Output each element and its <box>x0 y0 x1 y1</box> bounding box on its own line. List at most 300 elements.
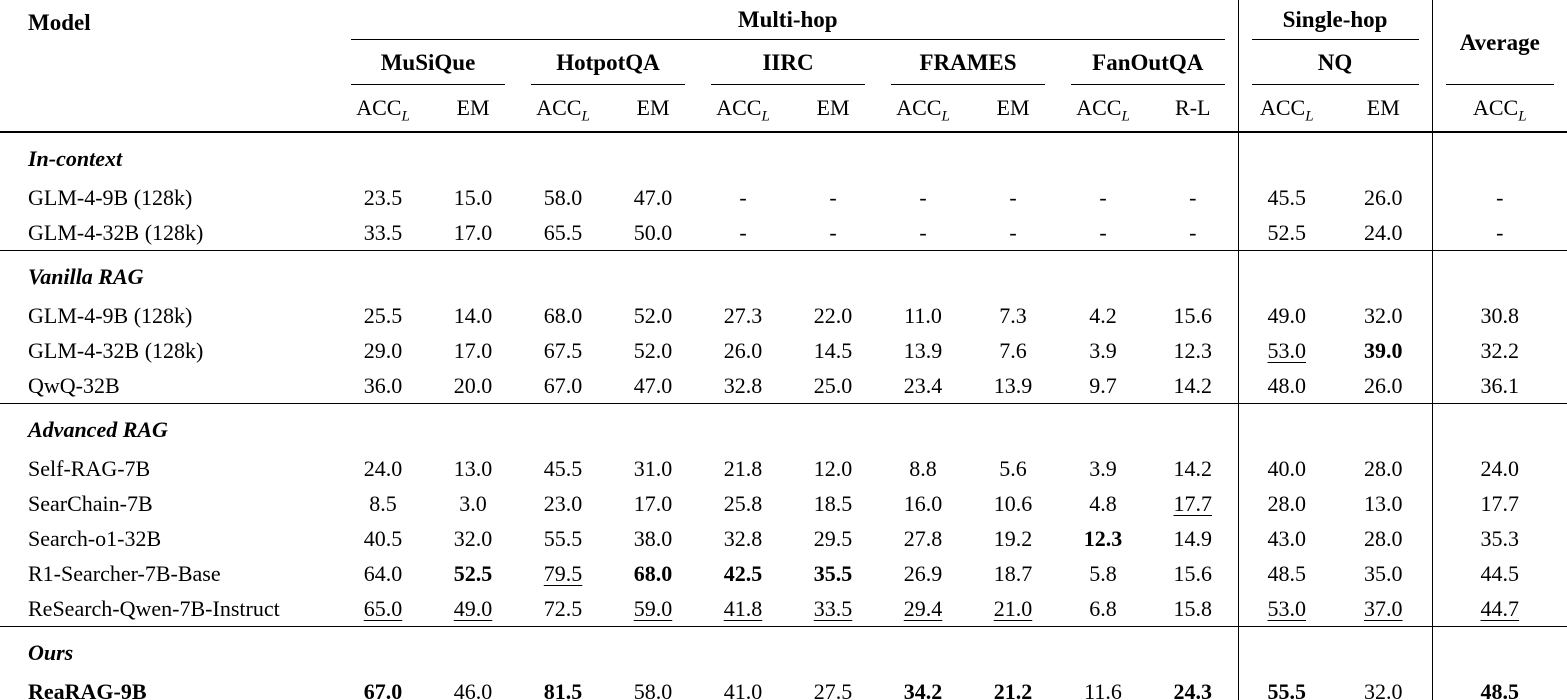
metric-header-label: ACC <box>536 95 582 120</box>
value-text: 36.0 <box>363 372 403 398</box>
dataset-header-label: IIRC <box>762 49 814 75</box>
value-text: 8.5 <box>369 490 397 516</box>
value-cell <box>1148 215 1238 251</box>
value-text: 45.5 <box>1267 184 1307 210</box>
value-cell <box>1335 180 1432 215</box>
value-text: 12.3 <box>1083 525 1123 551</box>
value-text: 18.5 <box>813 490 853 516</box>
spacer-cell <box>518 627 608 675</box>
column-header-average <box>1432 0 1567 85</box>
metric-header-label: ACC <box>1076 95 1122 120</box>
table-row <box>0 368 1567 404</box>
value-text: 45.5 <box>543 455 583 481</box>
value-text: 38.0 <box>633 525 673 551</box>
value-text: 26.0 <box>723 337 763 363</box>
value-cell <box>338 368 428 404</box>
dataset-header-musique <box>338 40 518 85</box>
value-text: 18.7 <box>993 560 1033 586</box>
spacer-cell <box>968 132 1058 180</box>
value-cell <box>338 521 428 556</box>
rule-under-dataset <box>1252 84 1419 85</box>
spacer-cell <box>428 627 518 675</box>
model-name: R1-Searcher-7B-Base <box>28 560 221 586</box>
spacer-cell <box>698 132 788 180</box>
value-cell <box>1335 556 1432 591</box>
metric-header <box>788 85 878 132</box>
group-header-single-hop <box>1238 0 1432 40</box>
value-cell <box>338 298 428 333</box>
metric-subscript: L <box>1121 108 1130 125</box>
value-text: 43.0 <box>1267 525 1307 551</box>
value-text: 27.3 <box>723 302 763 328</box>
value-cell <box>428 368 518 404</box>
table-row <box>0 486 1567 521</box>
value-cell <box>428 451 518 486</box>
table-row <box>0 556 1567 591</box>
value-text: - <box>1009 219 1017 245</box>
value-cell <box>698 451 788 486</box>
value-cell <box>1432 591 1567 627</box>
value-text: - <box>1496 184 1504 210</box>
value-text: 64.0 <box>363 560 403 586</box>
value-text: 23.5 <box>363 184 403 210</box>
value-cell <box>428 215 518 251</box>
value-cell <box>878 298 968 333</box>
value-cell <box>518 556 608 591</box>
value-text: 67.0 <box>363 678 403 700</box>
value-text: 3.9 <box>1089 455 1117 481</box>
value-cell <box>968 486 1058 521</box>
value-text: 44.5 <box>1480 560 1520 586</box>
value-cell <box>1335 521 1432 556</box>
spacer-cell <box>1058 251 1148 299</box>
value-text: 4.8 <box>1089 490 1117 516</box>
value-text: 3.9 <box>1089 337 1117 363</box>
value-cell <box>338 556 428 591</box>
value-text: 14.0 <box>453 302 493 328</box>
value-cell <box>1148 556 1238 591</box>
value-cell <box>968 591 1058 627</box>
value-text: 33.5 <box>363 219 403 245</box>
value-text: 52.0 <box>633 337 673 363</box>
metric-header <box>878 85 968 132</box>
spacer-cell <box>878 404 968 452</box>
value-cell <box>968 674 1058 700</box>
table-row <box>0 591 1567 627</box>
value-text: 15.6 <box>1173 302 1213 328</box>
value-cell <box>1058 451 1148 486</box>
value-text: - <box>1099 184 1107 210</box>
metric-subscript: L <box>1305 108 1314 125</box>
spacer-cell <box>1335 251 1432 299</box>
model-name: GLM-4-32B (128k) <box>28 219 204 245</box>
value-cell <box>1148 486 1238 521</box>
section-header-row <box>0 132 1567 180</box>
spacer-cell <box>1238 132 1335 180</box>
dataset-header-label: FanOutQA <box>1092 49 1204 75</box>
value-cell <box>338 215 428 251</box>
group-header-multi-hop <box>338 0 1238 40</box>
value-text: - <box>1189 219 1197 245</box>
value-cell <box>338 674 428 700</box>
value-text: 47.0 <box>633 184 673 210</box>
value-text: 15.0 <box>453 184 493 210</box>
table-row <box>0 180 1567 215</box>
metric-header-label: ACC <box>896 95 942 120</box>
value-text: 14.5 <box>813 337 853 363</box>
value-text: 26.0 <box>1364 372 1403 398</box>
value-cell <box>1058 215 1148 251</box>
spacer-cell <box>518 251 608 299</box>
value-text: 3.0 <box>459 490 487 516</box>
value-text: 29.4 <box>903 595 943 621</box>
value-cell <box>1335 333 1432 368</box>
section-label: In-context <box>0 132 338 180</box>
section-label: Vanilla RAG <box>0 251 338 299</box>
value-text: 58.0 <box>543 184 583 210</box>
metric-header <box>1432 85 1567 132</box>
spacer-cell <box>428 251 518 299</box>
value-text: 24.0 <box>1364 219 1403 245</box>
value-cell <box>518 486 608 521</box>
spacer-cell <box>608 627 698 675</box>
value-text: 21.8 <box>723 455 763 481</box>
value-cell <box>878 674 968 700</box>
metric-header <box>608 85 698 132</box>
value-text: 31.0 <box>633 455 673 481</box>
value-text: 49.0 <box>453 595 493 621</box>
value-cell <box>608 333 698 368</box>
value-cell <box>1058 298 1148 333</box>
value-cell <box>1238 298 1335 333</box>
value-text: 20.0 <box>453 372 493 398</box>
value-text: 12.0 <box>813 455 853 481</box>
value-text: 52.5 <box>453 560 493 586</box>
spacer-cell <box>338 627 428 675</box>
rule-under-dataset <box>531 84 685 85</box>
value-text: 72.5 <box>543 595 583 621</box>
value-cell <box>1148 333 1238 368</box>
value-cell <box>428 333 518 368</box>
value-cell <box>608 591 698 627</box>
value-text: 59.0 <box>633 595 673 621</box>
value-text: 32.8 <box>723 372 763 398</box>
spacer-cell <box>1432 251 1567 299</box>
value-text: 49.0 <box>1267 302 1307 328</box>
value-cell <box>788 556 878 591</box>
value-text: 53.0 <box>1267 337 1307 363</box>
value-text: 8.8 <box>909 455 937 481</box>
metric-header-label: R-L <box>1175 95 1211 120</box>
value-text: 11.6 <box>1084 678 1122 700</box>
value-cell <box>608 215 698 251</box>
metric-subscript: L <box>581 108 590 125</box>
value-cell <box>1432 486 1567 521</box>
value-text: 35.3 <box>1480 525 1520 551</box>
value-cell <box>968 215 1058 251</box>
value-text: 29.5 <box>813 525 853 551</box>
dataset-header-label: NQ <box>1317 49 1353 75</box>
value-text: 48.5 <box>1480 678 1520 700</box>
value-cell <box>698 556 788 591</box>
value-cell <box>698 674 788 700</box>
value-text: 53.0 <box>1267 595 1307 621</box>
value-text: 68.0 <box>633 560 673 586</box>
value-cell <box>788 215 878 251</box>
value-text: 28.0 <box>1267 490 1307 516</box>
value-text: 39.0 <box>1364 337 1403 363</box>
spacer-cell <box>338 404 428 452</box>
value-text: 46.0 <box>453 678 493 700</box>
value-text: 4.2 <box>1089 302 1117 328</box>
value-cell <box>1148 368 1238 404</box>
spacer-cell <box>698 251 788 299</box>
value-cell <box>1058 591 1148 627</box>
metric-header <box>338 85 428 132</box>
value-text: 48.0 <box>1267 372 1307 398</box>
value-cell <box>788 333 878 368</box>
value-cell <box>1238 591 1335 627</box>
value-cell <box>1238 451 1335 486</box>
value-text: 34.2 <box>903 678 943 700</box>
spacer-cell <box>788 251 878 299</box>
value-text: 41.0 <box>723 678 763 700</box>
spacer-cell <box>1238 251 1335 299</box>
value-text: 30.8 <box>1480 302 1520 328</box>
metric-header-label: EM <box>1366 95 1400 120</box>
section-label: Advanced RAG <box>0 404 338 452</box>
value-cell <box>518 368 608 404</box>
value-text: 13.0 <box>1364 490 1403 516</box>
value-text: 67.5 <box>543 337 583 363</box>
value-text: 32.0 <box>1364 302 1403 328</box>
value-text: 55.5 <box>543 525 583 551</box>
value-cell <box>698 521 788 556</box>
value-cell <box>428 591 518 627</box>
value-text: 14.9 <box>1173 525 1213 551</box>
value-text: 47.0 <box>633 372 673 398</box>
spacer-cell <box>1432 627 1567 675</box>
value-text: 32.2 <box>1480 337 1520 363</box>
metric-subscript: L <box>1518 108 1527 125</box>
table-row <box>0 521 1567 556</box>
value-cell <box>608 451 698 486</box>
section-header-row <box>0 404 1567 452</box>
value-cell <box>788 674 878 700</box>
value-text: 52.5 <box>1267 219 1307 245</box>
value-text: - <box>829 184 837 210</box>
value-text: 17.7 <box>1480 490 1520 516</box>
metric-header-label: ACC <box>716 95 762 120</box>
value-cell <box>1432 298 1567 333</box>
value-text: 22.0 <box>813 302 853 328</box>
metric-header-label: ACC <box>1259 95 1306 120</box>
value-text: 55.5 <box>1267 678 1307 700</box>
value-text: - <box>919 219 927 245</box>
value-cell <box>968 451 1058 486</box>
value-cell <box>518 451 608 486</box>
value-cell <box>428 180 518 215</box>
value-cell <box>878 368 968 404</box>
rule-under-average <box>1446 84 1555 85</box>
value-text: 67.0 <box>543 372 583 398</box>
spacer-cell <box>1058 627 1148 675</box>
value-cell <box>788 486 878 521</box>
spacer-cell <box>1148 132 1238 180</box>
spacer-cell <box>1148 627 1238 675</box>
value-cell <box>1058 674 1148 700</box>
value-cell <box>968 298 1058 333</box>
value-cell <box>788 180 878 215</box>
value-text: 17.0 <box>453 337 493 363</box>
value-cell <box>518 591 608 627</box>
column-header-model: Model <box>0 0 338 132</box>
spacer-cell <box>608 404 698 452</box>
metric-header <box>1058 85 1148 132</box>
value-cell <box>1432 451 1567 486</box>
value-text: 11.0 <box>904 302 942 328</box>
header-row-groups <box>0 0 1567 40</box>
spacer-cell <box>788 132 878 180</box>
value-text: 29.0 <box>363 337 403 363</box>
spacer-cell <box>878 132 968 180</box>
spacer-cell <box>1058 132 1148 180</box>
value-text: 32.0 <box>453 525 493 551</box>
spacer-cell <box>698 627 788 675</box>
value-text: 25.0 <box>813 372 853 398</box>
spacer-cell <box>518 132 608 180</box>
value-text: 17.0 <box>633 490 673 516</box>
value-cell <box>338 591 428 627</box>
value-text: 24.3 <box>1173 678 1213 700</box>
value-cell <box>518 674 608 700</box>
value-text: 32.8 <box>723 525 763 551</box>
column-header-average-label: Average <box>1459 29 1540 55</box>
spacer-cell <box>338 251 428 299</box>
value-cell <box>1238 556 1335 591</box>
value-cell <box>968 180 1058 215</box>
value-cell <box>608 180 698 215</box>
value-cell <box>1238 368 1335 404</box>
metric-header-label: EM <box>996 95 1030 120</box>
value-cell <box>878 180 968 215</box>
value-text: 44.7 <box>1480 595 1520 621</box>
value-text: 41.8 <box>723 595 763 621</box>
metric-header <box>698 85 788 132</box>
value-cell <box>788 451 878 486</box>
value-cell <box>1335 298 1432 333</box>
dataset-header-label: FRAMES <box>919 49 1017 75</box>
value-text: 6.8 <box>1089 595 1117 621</box>
value-cell <box>518 180 608 215</box>
value-text: 14.2 <box>1173 372 1213 398</box>
value-cell <box>878 215 968 251</box>
spacer-cell <box>608 132 698 180</box>
value-text: - <box>1009 184 1017 210</box>
value-cell <box>608 556 698 591</box>
value-text: 50.0 <box>633 219 673 245</box>
value-text: 27.5 <box>813 678 853 700</box>
value-text: 21.0 <box>993 595 1033 621</box>
spacer-cell <box>1148 251 1238 299</box>
value-cell <box>518 521 608 556</box>
value-cell <box>788 591 878 627</box>
value-cell <box>878 451 968 486</box>
dataset-header-label: HotpotQA <box>556 49 660 75</box>
value-cell <box>608 298 698 333</box>
metric-header-label: EM <box>636 95 670 120</box>
group-header-single-hop-label: Single-hop <box>1282 7 1388 32</box>
value-cell <box>1432 368 1567 404</box>
value-text: 65.5 <box>543 219 583 245</box>
value-cell <box>1058 333 1148 368</box>
metric-header <box>1238 85 1335 132</box>
value-cell <box>1238 674 1335 700</box>
value-cell <box>1335 215 1432 251</box>
value-cell <box>608 486 698 521</box>
metric-header <box>1148 85 1238 132</box>
section-header-row <box>0 627 1567 675</box>
value-text: 19.2 <box>993 525 1033 551</box>
value-cell <box>1238 180 1335 215</box>
spacer-cell <box>788 404 878 452</box>
value-cell <box>518 215 608 251</box>
value-cell <box>1238 486 1335 521</box>
model-name: QwQ-32B <box>28 372 120 398</box>
value-cell <box>428 556 518 591</box>
value-text: 58.0 <box>633 678 673 700</box>
dataset-header-frames <box>878 40 1058 85</box>
spacer-cell <box>1058 404 1148 452</box>
value-text: 16.0 <box>903 490 943 516</box>
spacer-cell <box>518 404 608 452</box>
spacer-cell <box>878 251 968 299</box>
spacer-cell <box>1148 404 1238 452</box>
value-cell <box>788 368 878 404</box>
value-cell <box>788 521 878 556</box>
section-label: Ours <box>0 627 338 675</box>
value-text: - <box>739 184 747 210</box>
value-cell <box>518 333 608 368</box>
rule-under-dataset <box>891 84 1045 85</box>
model-name: GLM-4-9B (128k) <box>28 184 193 210</box>
value-text: 28.0 <box>1364 525 1403 551</box>
value-cell <box>968 333 1058 368</box>
spacer-cell <box>698 404 788 452</box>
dataset-header-hotpotqa <box>518 40 698 85</box>
metric-subscript: L <box>941 108 950 125</box>
value-text: 14.2 <box>1173 455 1213 481</box>
value-cell <box>1058 521 1148 556</box>
table-row <box>0 215 1567 251</box>
metric-header-label: ACC <box>1473 95 1519 120</box>
value-text: 15.8 <box>1173 595 1213 621</box>
value-cell <box>878 556 968 591</box>
spacer-cell <box>1238 404 1335 452</box>
value-cell <box>968 556 1058 591</box>
value-text: 37.0 <box>1364 595 1403 621</box>
value-cell <box>698 333 788 368</box>
value-cell <box>698 591 788 627</box>
value-text: 48.5 <box>1267 560 1307 586</box>
value-cell <box>1432 674 1567 700</box>
value-text: 25.5 <box>363 302 403 328</box>
spacer-cell <box>968 627 1058 675</box>
value-text: 9.7 <box>1089 372 1117 398</box>
model-name: Self-RAG-7B <box>28 455 151 481</box>
value-cell <box>608 521 698 556</box>
spacer-cell <box>338 132 428 180</box>
